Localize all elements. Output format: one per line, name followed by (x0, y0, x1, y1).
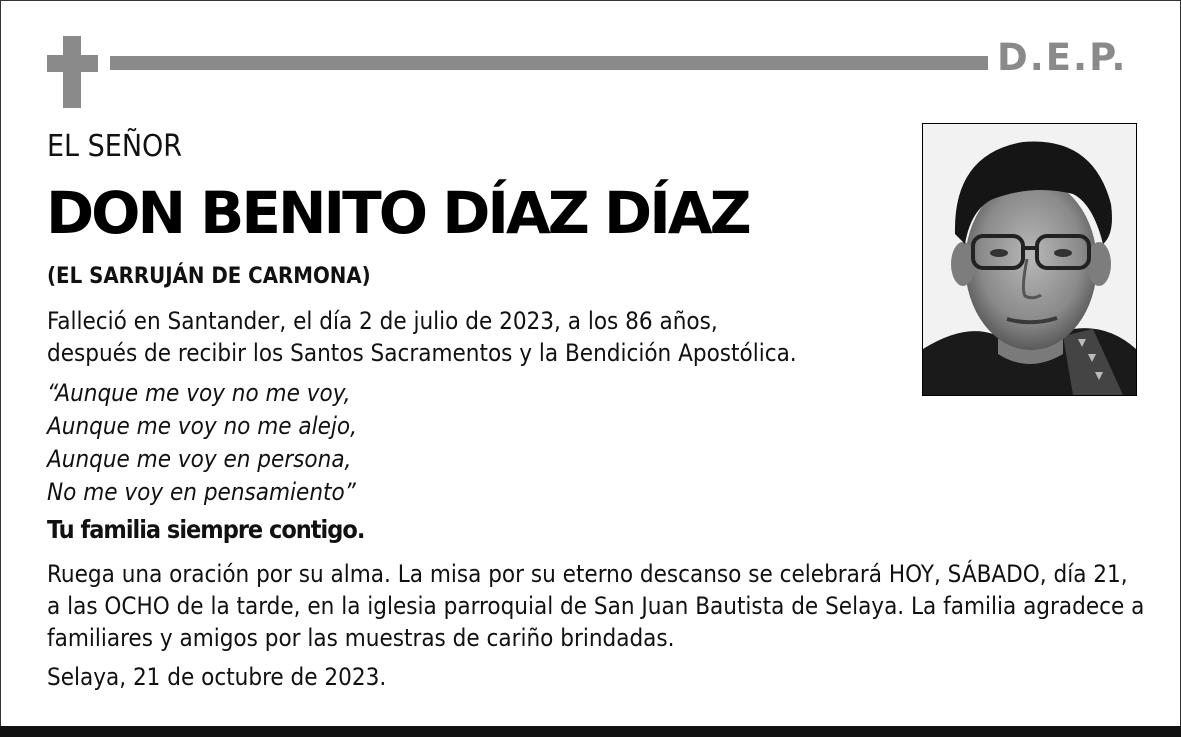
mass-paragraph: Ruega una oración por su alma. La misa por su eterno descanso se celebrará HOY, SÁBADO, día 21, a las OCHO de la tarde, en la iglesia parroquial de San Juan Bautista de Selaya. La familia agradece a familiares y amigos por las muestras de cariño brindadas. (47, 560, 1145, 652)
poem-line-2: Aunque me voy no me alejo, (47, 412, 357, 440)
cross-icon-horizontal (47, 55, 98, 72)
portrait-illustration (923, 124, 1136, 395)
poem-line-1: “Aunque me voy no me voy, (47, 379, 351, 407)
family-line: Tu familia siempre contigo. (47, 515, 365, 544)
dep-label: D.E.P. (997, 36, 1128, 79)
place-date: Selaya, 21 de octubre de 2023. (47, 663, 387, 691)
portrait-photo (922, 123, 1137, 396)
pre-title: EL SEÑOR (47, 129, 183, 164)
nickname: (EL SARRUJÁN DE CARMONA) (47, 264, 371, 289)
bottom-rule (0, 726, 1181, 737)
death-line-1: Falleció en Santander, el día 2 de julio de 2023, a los 86 años, (47, 307, 718, 335)
poem-line-3: Aunque me voy en persona, (47, 445, 352, 473)
poem-line-4: No me voy en pensamiento” (47, 478, 356, 506)
death-line-2: después de recibir los Santos Sacramentos y la Bendición Apostólica. (47, 339, 797, 367)
cross-icon-vertical (63, 36, 81, 108)
deceased-name: DON BENITO DÍAZ DÍAZ (46, 179, 749, 247)
header-rule (110, 56, 988, 70)
